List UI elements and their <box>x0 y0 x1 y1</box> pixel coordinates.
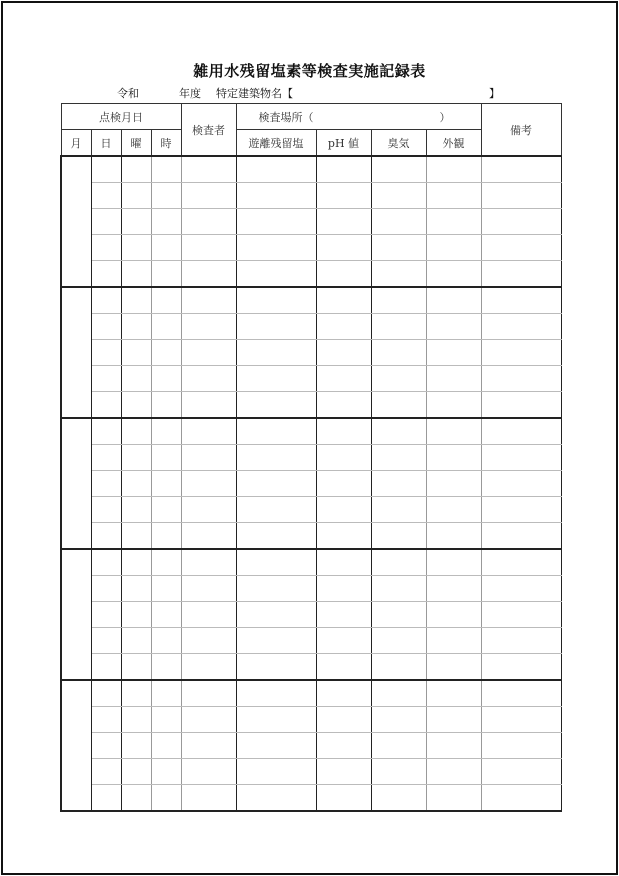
entry-cell[interactable] <box>121 235 151 261</box>
entry-cell[interactable] <box>481 235 561 261</box>
entry-cell[interactable] <box>236 235 316 261</box>
table-row <box>61 366 561 392</box>
entry-cell[interactable] <box>481 366 561 392</box>
entry-cell[interactable] <box>121 340 151 366</box>
entry-cell[interactable] <box>91 497 121 523</box>
entry-cell[interactable] <box>91 261 121 288</box>
entry-cell[interactable] <box>236 680 316 707</box>
entry-cell[interactable] <box>371 183 426 209</box>
entry-cell[interactable] <box>371 680 426 707</box>
entry-cell[interactable] <box>236 366 316 392</box>
entry-cell[interactable] <box>181 680 236 707</box>
entry-cell[interactable] <box>316 497 371 523</box>
entry-cell[interactable] <box>91 314 121 340</box>
entry-cell[interactable] <box>91 156 121 183</box>
entry-cell[interactable] <box>91 576 121 602</box>
entry-cell[interactable] <box>316 418 371 445</box>
entry-cell[interactable] <box>481 759 561 785</box>
table-row <box>61 497 561 523</box>
table-row <box>61 235 561 261</box>
entry-cell[interactable] <box>371 156 426 183</box>
entry-cell[interactable] <box>151 156 181 183</box>
entry-cell[interactable] <box>316 707 371 733</box>
entry-cell[interactable] <box>371 733 426 759</box>
entry-cell[interactable] <box>236 392 316 419</box>
entry-cell[interactable] <box>121 156 151 183</box>
entry-cell[interactable] <box>181 156 236 183</box>
entry-cell[interactable] <box>371 366 426 392</box>
entry-cell[interactable] <box>236 576 316 602</box>
table-row <box>61 261 561 288</box>
entry-cell[interactable] <box>426 471 481 497</box>
entry-cell[interactable] <box>481 497 561 523</box>
entry-cell[interactable] <box>121 314 151 340</box>
entry-cell[interactable] <box>181 314 236 340</box>
entry-cell[interactable] <box>481 183 561 209</box>
entry-cell[interactable] <box>181 497 236 523</box>
entry-cell[interactable] <box>371 418 426 445</box>
entry-cell[interactable] <box>481 549 561 576</box>
table-row <box>61 314 561 340</box>
entry-cell[interactable] <box>236 602 316 628</box>
month-header: 月 <box>61 130 91 157</box>
entry-cell[interactable] <box>481 209 561 235</box>
entry-cell[interactable] <box>236 340 316 366</box>
entry-cell[interactable] <box>316 759 371 785</box>
table-row <box>61 445 561 471</box>
entry-cell[interactable] <box>371 314 426 340</box>
document-title: 雑用水残留塩素等検査実施記録表 <box>193 62 426 80</box>
entry-cell[interactable] <box>121 523 151 550</box>
entry-cell[interactable] <box>181 549 236 576</box>
era-label: 令和 <box>117 87 139 100</box>
entry-cell[interactable] <box>151 628 181 654</box>
entry-cell[interactable] <box>151 654 181 681</box>
table-row <box>61 680 561 707</box>
table-row <box>61 733 561 759</box>
entry-cell[interactable] <box>181 471 236 497</box>
month-cell[interactable] <box>61 418 91 549</box>
entry-cell[interactable] <box>316 209 371 235</box>
entry-cell[interactable] <box>426 209 481 235</box>
entry-cell[interactable] <box>316 261 371 288</box>
entry-cell[interactable] <box>426 759 481 785</box>
entry-cell[interactable] <box>236 261 316 288</box>
entry-cell[interactable] <box>426 418 481 445</box>
inspector-header: 検査者 <box>181 104 236 157</box>
entry-cell[interactable] <box>91 340 121 366</box>
odor-header: 臭気 <box>371 130 426 157</box>
entry-cell[interactable] <box>481 628 561 654</box>
entry-cell[interactable] <box>236 209 316 235</box>
entry-cell[interactable] <box>316 471 371 497</box>
entry-cell[interactable] <box>316 654 371 681</box>
entry-cell[interactable] <box>426 235 481 261</box>
entry-cell[interactable] <box>91 471 121 497</box>
month-cell[interactable] <box>61 287 91 418</box>
entry-cell[interactable] <box>426 654 481 681</box>
entry-cell[interactable] <box>236 287 316 314</box>
table-row <box>61 523 561 550</box>
entry-cell[interactable] <box>426 314 481 340</box>
entry-cell[interactable] <box>236 471 316 497</box>
entry-cell[interactable] <box>91 523 121 550</box>
entry-cell[interactable] <box>151 680 181 707</box>
table-row <box>61 418 561 445</box>
entry-cell[interactable] <box>426 497 481 523</box>
table-row <box>61 287 561 314</box>
table-row <box>61 628 561 654</box>
entry-cell[interactable] <box>371 340 426 366</box>
entry-cell[interactable] <box>371 471 426 497</box>
free-residual-chlorine-header: 遊離残留塩 <box>236 130 316 157</box>
entry-cell[interactable] <box>371 445 426 471</box>
entry-cell[interactable] <box>236 628 316 654</box>
entry-cell[interactable] <box>121 628 151 654</box>
entry-cell[interactable] <box>426 183 481 209</box>
entry-cell[interactable] <box>481 602 561 628</box>
entry-cell[interactable] <box>371 549 426 576</box>
entry-cell[interactable] <box>121 497 151 523</box>
entry-cell[interactable] <box>481 707 561 733</box>
entry-cell[interactable] <box>316 549 371 576</box>
entry-cell[interactable] <box>481 314 561 340</box>
entry-cell[interactable] <box>91 366 121 392</box>
table-row <box>61 785 561 812</box>
entry-cell[interactable] <box>181 392 236 419</box>
entry-cell[interactable] <box>181 209 236 235</box>
entry-cell[interactable] <box>151 183 181 209</box>
entry-cell[interactable] <box>426 261 481 288</box>
entry-cell[interactable] <box>121 654 151 681</box>
entry-cell[interactable] <box>316 576 371 602</box>
entry-cell[interactable] <box>121 392 151 419</box>
entry-cell[interactable] <box>181 733 236 759</box>
entry-cell[interactable] <box>151 340 181 366</box>
entry-cell[interactable] <box>236 785 316 812</box>
inspection-location-label: 検査場所（ <box>258 110 314 124</box>
entry-cell[interactable] <box>121 287 151 314</box>
entry-cell[interactable] <box>481 523 561 550</box>
entry-cell[interactable] <box>151 418 181 445</box>
entry-cell[interactable] <box>181 235 236 261</box>
entry-cell[interactable] <box>481 287 561 314</box>
entry-cell[interactable] <box>316 628 371 654</box>
inspection-location-close-paren: ） <box>439 110 451 124</box>
table-row <box>61 576 561 602</box>
entry-cell[interactable] <box>236 445 316 471</box>
entry-cell[interactable] <box>481 418 561 445</box>
entry-cell[interactable] <box>181 576 236 602</box>
entry-cell[interactable] <box>151 287 181 314</box>
entry-cell[interactable] <box>91 549 121 576</box>
entry-cell[interactable] <box>426 602 481 628</box>
entry-cell[interactable] <box>371 392 426 419</box>
table-row <box>61 654 561 681</box>
entry-cell[interactable] <box>91 759 121 785</box>
entry-cell[interactable] <box>91 209 121 235</box>
entry-cell[interactable] <box>316 392 371 419</box>
entry-cell[interactable] <box>481 785 561 812</box>
ph-value-header: pH 値 <box>316 130 371 157</box>
entry-cell[interactable] <box>371 654 426 681</box>
entry-cell[interactable] <box>91 287 121 314</box>
entry-cell[interactable] <box>316 183 371 209</box>
entry-cell[interactable] <box>481 445 561 471</box>
entry-cell[interactable] <box>236 156 316 183</box>
table-row <box>61 471 561 497</box>
month-cell[interactable] <box>61 156 91 287</box>
entry-cell[interactable] <box>181 707 236 733</box>
entry-cell[interactable] <box>481 471 561 497</box>
entry-cell[interactable] <box>181 183 236 209</box>
entry-cell[interactable] <box>426 445 481 471</box>
entry-cell[interactable] <box>371 235 426 261</box>
entry-cell[interactable] <box>181 602 236 628</box>
entry-cell[interactable] <box>151 549 181 576</box>
entry-cell[interactable] <box>316 602 371 628</box>
entry-cell[interactable] <box>236 314 316 340</box>
entry-cell[interactable] <box>91 628 121 654</box>
entry-cell[interactable] <box>316 235 371 261</box>
entry-cell[interactable] <box>151 314 181 340</box>
entry-cell[interactable] <box>481 680 561 707</box>
inspection-date-header: 点検月日 <box>61 104 181 130</box>
entry-cell[interactable] <box>316 680 371 707</box>
entry-cell[interactable] <box>481 340 561 366</box>
table-row <box>61 183 561 209</box>
entry-cell[interactable] <box>151 497 181 523</box>
entry-cell[interactable] <box>316 287 371 314</box>
entry-cell[interactable] <box>151 759 181 785</box>
entry-cell[interactable] <box>481 576 561 602</box>
entry-cell[interactable] <box>426 287 481 314</box>
entry-cell[interactable] <box>236 654 316 681</box>
entry-cell[interactable] <box>181 445 236 471</box>
entry-cell[interactable] <box>121 680 151 707</box>
entry-cell[interactable] <box>91 418 121 445</box>
entry-cell[interactable] <box>121 759 151 785</box>
weekday-header: 曜 <box>121 130 151 157</box>
entry-cell[interactable] <box>316 366 371 392</box>
month-cell[interactable] <box>61 680 91 811</box>
entry-cell[interactable] <box>151 471 181 497</box>
entry-cell[interactable] <box>91 785 121 812</box>
entry-cell[interactable] <box>316 445 371 471</box>
entry-cell[interactable] <box>121 418 151 445</box>
entry-cell[interactable] <box>316 523 371 550</box>
building-name-close-bracket: 】 <box>489 87 500 100</box>
entry-cell[interactable] <box>426 392 481 419</box>
entry-cell[interactable] <box>426 785 481 812</box>
entry-cell[interactable] <box>181 759 236 785</box>
entry-cell[interactable] <box>316 733 371 759</box>
entry-cell[interactable] <box>121 445 151 471</box>
entry-cell[interactable] <box>371 576 426 602</box>
day-header: 日 <box>91 130 121 157</box>
entry-cell[interactable] <box>121 261 151 288</box>
entry-cell[interactable] <box>91 654 121 681</box>
entry-cell[interactable] <box>236 497 316 523</box>
table-row <box>61 602 561 628</box>
entry-cell[interactable] <box>151 523 181 550</box>
entry-cell[interactable] <box>181 340 236 366</box>
entry-cell[interactable] <box>91 392 121 419</box>
entry-cell[interactable] <box>151 785 181 812</box>
entry-cell[interactable] <box>151 392 181 419</box>
table-row <box>61 549 561 576</box>
table-row <box>61 392 561 419</box>
entry-cell[interactable] <box>181 287 236 314</box>
entry-cell[interactable] <box>371 497 426 523</box>
entry-cell[interactable] <box>316 156 371 183</box>
entry-cell[interactable] <box>151 733 181 759</box>
entry-cell[interactable] <box>236 523 316 550</box>
entry-cell[interactable] <box>121 209 151 235</box>
entry-cell[interactable] <box>481 733 561 759</box>
entry-cell[interactable] <box>426 523 481 550</box>
entry-cell[interactable] <box>236 759 316 785</box>
entry-cell[interactable] <box>236 733 316 759</box>
entry-cell[interactable] <box>371 209 426 235</box>
entry-cell[interactable] <box>371 261 426 288</box>
entry-cell[interactable] <box>426 549 481 576</box>
entry-cell[interactable] <box>91 183 121 209</box>
entry-cell[interactable] <box>236 549 316 576</box>
entry-cell[interactable] <box>121 366 151 392</box>
entry-cell[interactable] <box>426 340 481 366</box>
table-row <box>61 707 561 733</box>
entry-cell[interactable] <box>151 235 181 261</box>
entry-cell[interactable] <box>181 366 236 392</box>
table-row <box>61 156 561 183</box>
entry-cell[interactable] <box>426 707 481 733</box>
entry-cell[interactable] <box>121 602 151 628</box>
appearance-header: 外観 <box>426 130 481 157</box>
entry-cell[interactable] <box>91 680 121 707</box>
entry-cell[interactable] <box>236 183 316 209</box>
entry-cell[interactable] <box>426 680 481 707</box>
entry-cell[interactable] <box>121 785 151 812</box>
entry-cell[interactable] <box>151 261 181 288</box>
entry-cell[interactable] <box>121 549 151 576</box>
entry-cell[interactable] <box>316 314 371 340</box>
entry-cell[interactable] <box>151 445 181 471</box>
entry-cell[interactable] <box>151 209 181 235</box>
entry-cell[interactable] <box>91 707 121 733</box>
entry-cell[interactable] <box>151 602 181 628</box>
entry-cell[interactable] <box>91 235 121 261</box>
entry-cell[interactable] <box>426 733 481 759</box>
entry-cell[interactable] <box>151 576 181 602</box>
entry-cell[interactable] <box>371 628 426 654</box>
entry-cell[interactable] <box>426 576 481 602</box>
entry-cell[interactable] <box>371 287 426 314</box>
entry-cell[interactable] <box>481 261 561 288</box>
entry-cell[interactable] <box>151 366 181 392</box>
table-row <box>61 209 561 235</box>
entry-cell[interactable] <box>91 733 121 759</box>
entry-cell[interactable] <box>481 392 561 419</box>
entry-cell[interactable] <box>181 654 236 681</box>
year-label: 年度 <box>179 87 201 100</box>
table-row <box>61 340 561 366</box>
building-name-label: 特定建築物名【 <box>216 87 293 100</box>
entry-cell[interactable] <box>151 707 181 733</box>
time-header: 時 <box>151 130 181 157</box>
inspection-log-body <box>61 156 561 811</box>
entry-cell[interactable] <box>121 183 151 209</box>
entry-cell[interactable] <box>121 707 151 733</box>
entry-cell[interactable] <box>121 576 151 602</box>
entry-cell[interactable] <box>91 602 121 628</box>
entry-cell[interactable] <box>236 707 316 733</box>
entry-cell[interactable] <box>121 733 151 759</box>
entry-cell[interactable] <box>316 785 371 812</box>
table-row <box>61 759 561 785</box>
entry-cell[interactable] <box>181 785 236 812</box>
entry-cell[interactable] <box>481 156 561 183</box>
entry-cell[interactable] <box>181 628 236 654</box>
entry-cell[interactable] <box>181 261 236 288</box>
entry-cell[interactable] <box>371 707 426 733</box>
entry-cell[interactable] <box>371 759 426 785</box>
entry-cell[interactable] <box>481 654 561 681</box>
entry-cell[interactable] <box>316 340 371 366</box>
remarks-header: 備考 <box>481 104 561 157</box>
entry-cell[interactable] <box>91 445 121 471</box>
entry-cell[interactable] <box>426 628 481 654</box>
month-cell[interactable] <box>61 549 91 680</box>
entry-cell[interactable] <box>236 418 316 445</box>
entry-cell[interactable] <box>121 471 151 497</box>
entry-cell[interactable] <box>181 418 236 445</box>
inspection-location-header <box>236 104 481 130</box>
entry-cell[interactable] <box>371 523 426 550</box>
entry-cell[interactable] <box>426 366 481 392</box>
entry-cell[interactable] <box>181 523 236 550</box>
entry-cell[interactable] <box>371 602 426 628</box>
inspection-log-table <box>60 103 562 812</box>
entry-cell[interactable] <box>371 785 426 812</box>
entry-cell[interactable] <box>426 156 481 183</box>
